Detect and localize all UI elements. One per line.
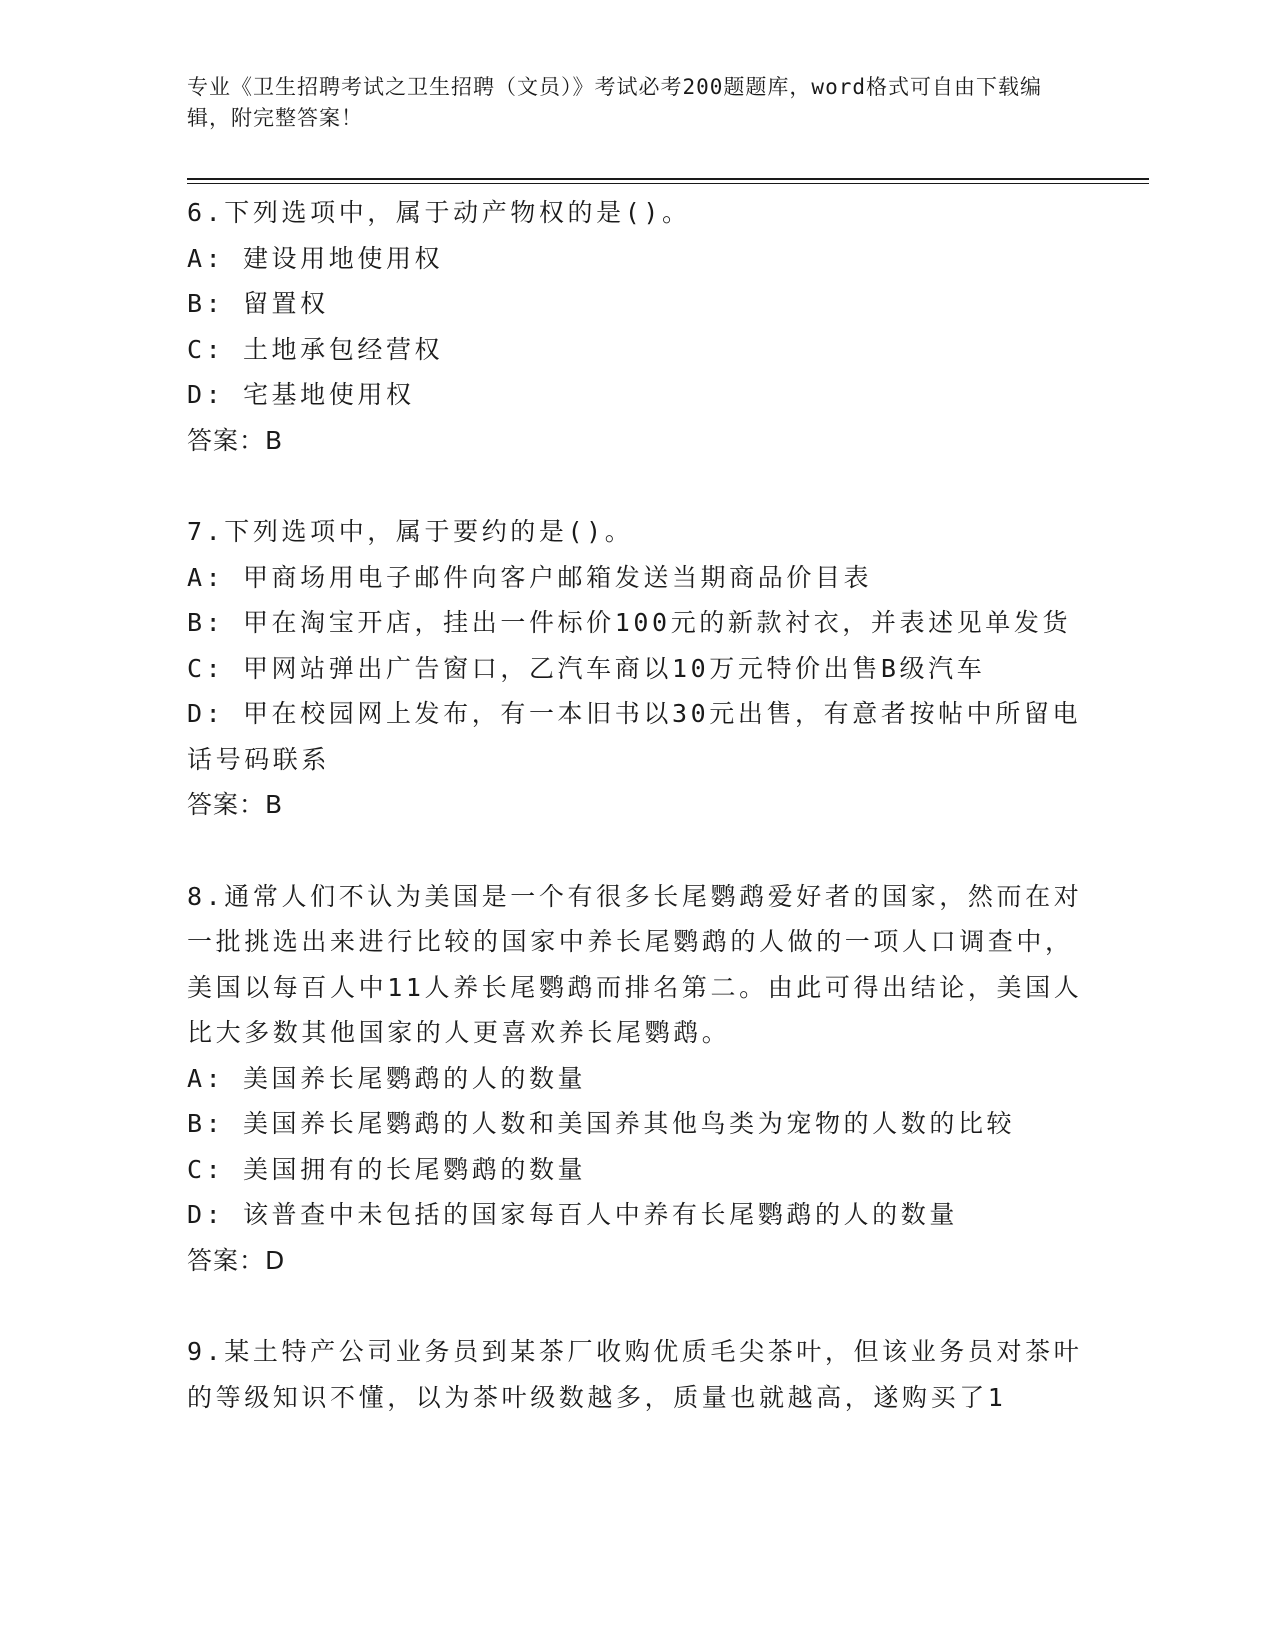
option-d: D: 甲在校园网上发布，有一本旧书以30元出售，有意者按帖中所留电话号码联系 bbox=[187, 699, 1082, 774]
question-7 bbox=[187, 509, 1087, 828]
document-page bbox=[187, 72, 1087, 134]
option-c: C: 土地承包经营权 bbox=[187, 334, 444, 364]
question-9 bbox=[187, 1329, 1087, 1420]
answer-line: 答案：B bbox=[187, 790, 284, 819]
option-d: D: 该普查中未包括的国家每百人中养有长尾鹦鹉的人的数量 bbox=[187, 1200, 958, 1229]
option-a: A: 建设用地使用权 bbox=[187, 243, 444, 273]
answer-line: 答案：D bbox=[187, 1245, 286, 1275]
question-stem: 8.通常人们不认为美国是一个有很多长尾鹦鹉爱好者的国家，然而在对一批挑选出来进行比较的国家中养长尾鹦鹉的人做的一项人口调查中，美国以每百人中11人养长尾鹦鹉而排名第二。由此可得出结论，美国人比大多数其他国家的人更喜欢养长尾鹦鹉。 bbox=[187, 881, 1083, 1047]
option-a: A: 美国养长尾鹦鹉的人的数量 bbox=[187, 1063, 587, 1093]
question-stem: 9.某土特产公司业务员到某茶厂收购优质毛尖茶叶，但该业务员对茶叶的等级知识不懂，以为茶叶级数越多，质量也就越高，遂购买了1 bbox=[187, 1337, 1083, 1412]
option-b: B: 留置权 bbox=[187, 289, 329, 318]
question-stem: 7.下列选项中，属于要约的是()。 bbox=[187, 517, 634, 546]
option-a: A: 甲商场用电子邮件向客户邮箱发送当期商品价目表 bbox=[187, 562, 873, 592]
question-list bbox=[187, 190, 1087, 1466]
question-6 bbox=[187, 190, 1087, 463]
header-rule-thick bbox=[187, 178, 1149, 180]
option-b: B: 美国养长尾鹦鹉的人数和美国养其他鸟类为宠物的人数的比较 bbox=[187, 1109, 1016, 1138]
option-b: B: 甲在淘宝开店，挂出一件标价100元的新款衬衣，并表述见单发货 bbox=[187, 608, 1072, 637]
question-8 bbox=[187, 874, 1087, 1284]
header-rule-thin bbox=[187, 183, 1149, 184]
question-stem: 6.下列选项中，属于动产物权的是()。 bbox=[187, 198, 691, 227]
option-d: D: 宅基地使用权 bbox=[187, 380, 415, 409]
document-header: 专业《卫生招聘考试之卫生招聘（文员）》考试必考200题题库，word格式可自由下载编辑，附完整答案！ bbox=[187, 75, 1042, 130]
answer-line: 答案：B bbox=[187, 425, 284, 455]
option-c: C: 美国拥有的长尾鹦鹉的数量 bbox=[187, 1154, 587, 1184]
option-c: C: 甲网站弹出广告窗口，乙汽车商以10万元特价出售B级汽车 bbox=[187, 653, 986, 683]
